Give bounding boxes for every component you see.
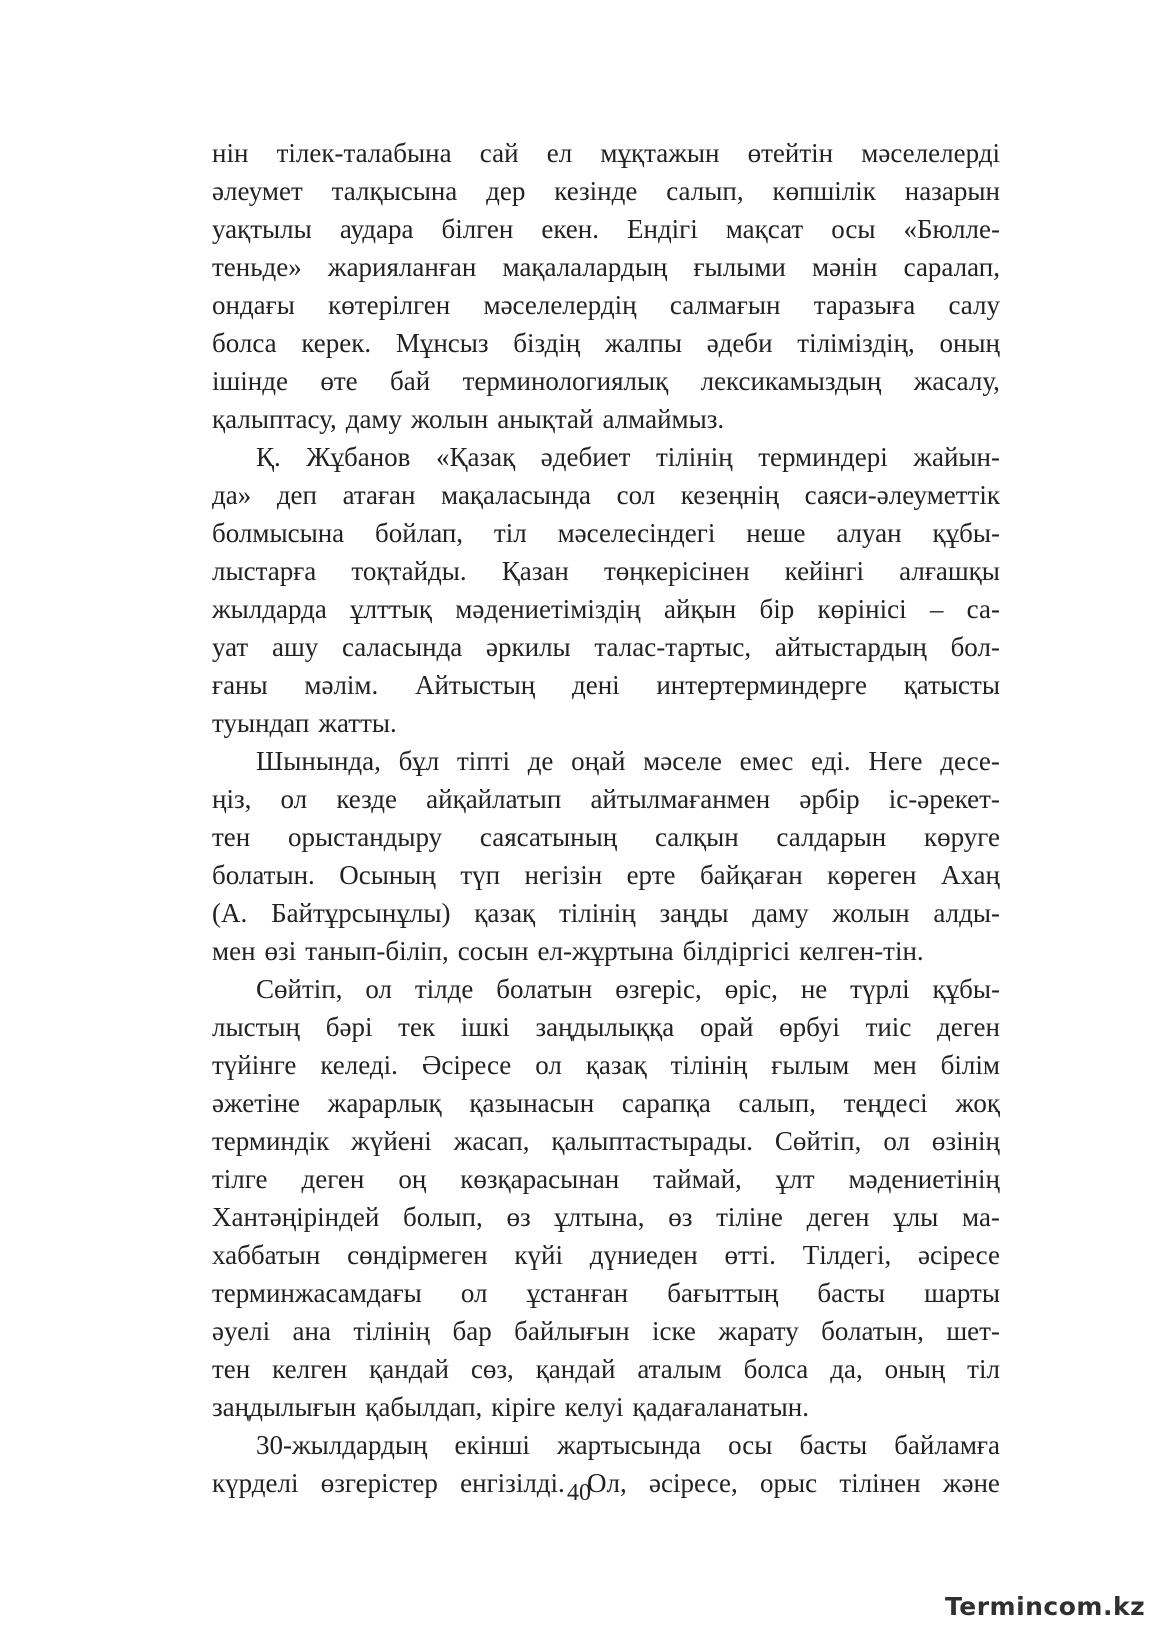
word: болмысына xyxy=(212,518,345,548)
word: әжетіне xyxy=(212,1088,301,1118)
word: басты xyxy=(799,1430,868,1460)
word: жүйені xyxy=(351,1126,432,1156)
text-line xyxy=(212,1350,1000,1388)
word: туындап xyxy=(212,708,310,738)
word: тек xyxy=(398,1012,436,1042)
word: ма- xyxy=(962,1202,1000,1232)
text-line xyxy=(212,818,1000,856)
word: бойлап, xyxy=(375,518,464,548)
word: келеді. xyxy=(320,1050,398,1080)
word: да, xyxy=(830,1354,863,1384)
word: көтерілген xyxy=(328,290,451,320)
termincom-logo xyxy=(945,1587,1145,1627)
word: Неге xyxy=(868,746,923,776)
word: орыс xyxy=(760,1468,818,1498)
word: мәселе xyxy=(643,746,722,776)
word: Ол, xyxy=(587,1468,627,1498)
word: терминжасамдағы xyxy=(212,1278,422,1308)
word: мәселесіндегі xyxy=(557,518,716,548)
word: салдарын xyxy=(776,822,887,852)
word: бол- xyxy=(950,632,1000,662)
word: Қазан xyxy=(501,556,569,586)
word: әсіресе, xyxy=(649,1468,738,1498)
word: жартысында xyxy=(556,1430,701,1460)
word: дер xyxy=(486,176,526,206)
word: сосын xyxy=(457,936,529,966)
word: түп xyxy=(460,860,501,890)
word: кезде xyxy=(336,784,397,814)
word: сол xyxy=(616,480,656,510)
text-line xyxy=(212,552,1000,590)
word: уат xyxy=(212,632,249,662)
word: аталым xyxy=(637,1354,722,1384)
word: жолын xyxy=(411,404,489,434)
word: ол xyxy=(883,1126,910,1156)
word: мәселелердің xyxy=(483,290,637,320)
word: десе- xyxy=(940,746,1000,776)
word: тоқтайды. xyxy=(351,556,467,586)
text-line xyxy=(212,134,1000,172)
word: бай xyxy=(390,366,431,396)
text-line xyxy=(212,1008,1000,1046)
word: мен xyxy=(212,936,256,966)
word: екінші xyxy=(454,1430,530,1460)
word: тіпті xyxy=(456,746,511,776)
word: керек. xyxy=(301,328,372,358)
word: күйі xyxy=(514,1240,563,1270)
text-line xyxy=(212,210,1000,248)
word: тілінің xyxy=(353,1316,431,1346)
word: келген xyxy=(272,1354,348,1384)
word: Байтұрсынұлы) xyxy=(271,898,451,928)
word: оңай xyxy=(571,746,626,776)
word: қазақ xyxy=(474,898,536,928)
word: тілде xyxy=(414,974,474,1004)
word: қандай xyxy=(369,1354,449,1384)
word: деген xyxy=(806,1202,870,1232)
word: кезінде xyxy=(554,176,638,206)
word: жылдарда xyxy=(212,594,327,624)
word: тіліміздің, xyxy=(797,328,915,358)
text-line xyxy=(212,286,1000,324)
word: тіліне xyxy=(716,1202,783,1232)
word: ұлы xyxy=(893,1202,939,1232)
text-line xyxy=(212,1122,1000,1160)
word: да» xyxy=(212,480,252,510)
word: түрлі xyxy=(850,974,910,1004)
word: Ахаң xyxy=(940,860,1000,890)
word: «Қазақ xyxy=(435,442,516,472)
word: жайын- xyxy=(913,442,1000,472)
word: даму xyxy=(752,898,809,928)
word: ңіз, xyxy=(212,784,252,814)
word: тілінің xyxy=(670,1050,748,1080)
word: қатысты xyxy=(903,670,1000,700)
word: болатын xyxy=(496,974,593,1004)
word: білім xyxy=(940,1050,1000,1080)
word: өз xyxy=(506,1202,531,1232)
word: жасап, xyxy=(453,1126,530,1156)
word: бір xyxy=(759,594,795,624)
word: тілге xyxy=(212,1164,268,1194)
text-line xyxy=(212,628,1000,666)
word: айтыстардың xyxy=(774,632,927,662)
word: сөз, xyxy=(470,1354,514,1384)
word: терминологиялық xyxy=(462,366,669,396)
text-line xyxy=(212,780,1000,818)
word: Тілдегі, xyxy=(802,1240,892,1270)
word: қабылдап, xyxy=(365,1392,483,1422)
word: орай xyxy=(699,1012,754,1042)
word: болып, xyxy=(403,1202,483,1232)
word: әлеумет xyxy=(212,176,303,206)
word: Әсіресе xyxy=(421,1050,512,1080)
word: кезеңнің xyxy=(680,480,780,510)
word: саясатының xyxy=(479,822,618,852)
word: болса xyxy=(743,1354,809,1384)
word: әуелі xyxy=(212,1316,271,1346)
word: білген xyxy=(441,214,514,244)
text-line xyxy=(212,1198,1000,1236)
word: жолын xyxy=(832,898,910,928)
word: іс-әрекет- xyxy=(888,784,1000,814)
word: өзгеріс, xyxy=(615,974,702,1004)
word: көруге xyxy=(923,822,1000,852)
word: іске xyxy=(652,1316,696,1346)
word: айқайлатып xyxy=(426,784,562,814)
word: қандай xyxy=(535,1354,616,1384)
word: мәлім. xyxy=(304,670,379,700)
word: мақсат xyxy=(725,214,804,244)
word: болатын. xyxy=(212,860,315,890)
word: деген xyxy=(937,1012,1000,1042)
word: оның xyxy=(884,1354,946,1384)
word: көреген xyxy=(827,860,917,890)
word: жарарлық xyxy=(327,1088,442,1118)
word: әдебиет xyxy=(540,442,631,472)
text-line xyxy=(212,1046,1000,1084)
text-line xyxy=(212,970,1000,1008)
text-line xyxy=(212,172,1000,210)
word: өтейтін xyxy=(747,138,834,168)
word: – xyxy=(929,594,944,624)
word: алғашқы xyxy=(899,556,1000,586)
word: нін xyxy=(212,138,249,168)
word: біздің xyxy=(513,328,581,358)
word: енгізілді. xyxy=(460,1468,565,1498)
word: ашу xyxy=(271,632,319,662)
word: мәселелерді xyxy=(861,138,1000,168)
word: ішінде xyxy=(212,366,288,396)
page-number: 40 xyxy=(567,1480,591,1506)
word: мақаласында xyxy=(441,480,592,510)
word: әсіресе xyxy=(918,1240,1000,1270)
word: танып-біліп, xyxy=(305,936,449,966)
word: сөндірмеген xyxy=(347,1240,488,1270)
word: заңдылығын xyxy=(212,1392,357,1422)
word: келген-тін. xyxy=(799,936,924,966)
word: терминдері xyxy=(758,442,888,472)
word: құбы- xyxy=(932,518,1000,548)
word: еді. xyxy=(811,746,851,776)
word: Сөйтіп, xyxy=(256,974,343,1004)
text-line xyxy=(212,894,1000,932)
word: талас-тартыс, xyxy=(594,632,752,662)
word: ерте xyxy=(626,860,676,890)
word: оның xyxy=(939,328,1000,358)
word: салу xyxy=(948,290,1000,320)
word: тиіс xyxy=(865,1012,912,1042)
word: көрінісі xyxy=(817,594,907,624)
word: дүниеден xyxy=(589,1240,698,1270)
word: интертерминдерге xyxy=(656,670,867,700)
word: байлығын xyxy=(514,1316,630,1346)
word: даму xyxy=(345,404,403,434)
word: ол xyxy=(365,974,392,1004)
word: емес xyxy=(739,746,794,776)
text-line xyxy=(212,704,1000,742)
word: салмағын xyxy=(669,290,781,320)
word: жалпы xyxy=(605,328,682,358)
word: Қ. xyxy=(256,442,281,472)
text-line xyxy=(212,476,1000,514)
word: байқаған xyxy=(699,860,803,890)
word: ұлттық xyxy=(350,594,432,624)
word: дені xyxy=(571,670,620,700)
word: сай xyxy=(479,138,519,168)
text-line xyxy=(212,400,1000,438)
word: заңды xyxy=(659,898,729,928)
text-line xyxy=(212,590,1000,628)
word: таразыға xyxy=(813,290,916,320)
word: салып, xyxy=(738,1088,816,1118)
word: лексикамыздың xyxy=(700,366,882,396)
word: Мұнсыз xyxy=(395,328,489,358)
word: мақалалардың xyxy=(502,252,668,282)
text-line xyxy=(212,324,1000,362)
word: саралап, xyxy=(903,252,1000,282)
word: теньде» xyxy=(212,252,302,282)
word: жатты. xyxy=(318,708,397,738)
word: мәдениетіміздің xyxy=(455,594,641,624)
word: тілінен xyxy=(839,1468,921,1498)
word: қалыптасу, xyxy=(212,404,337,434)
word: алуан xyxy=(836,518,902,548)
word: шарты xyxy=(924,1278,1000,1308)
word: (А. xyxy=(212,898,248,928)
word: өз xyxy=(668,1202,693,1232)
word: заңдылыққа xyxy=(535,1012,675,1042)
word: тен xyxy=(212,822,251,852)
word: осы xyxy=(831,214,876,244)
word: тілінің xyxy=(558,898,636,928)
word: қалыптастырады. xyxy=(551,1126,753,1156)
word: ұлтына, xyxy=(554,1202,645,1232)
word: са- xyxy=(966,594,1000,624)
word: терминдік xyxy=(212,1126,330,1156)
word: алмаймыз. xyxy=(602,404,725,434)
word: Ендігі xyxy=(627,214,698,244)
word: ол xyxy=(535,1050,562,1080)
word: орыстандыру xyxy=(287,822,443,852)
text-line xyxy=(212,932,1000,970)
text-line xyxy=(212,514,1000,552)
word: талқысына xyxy=(331,176,458,206)
word: аудара xyxy=(339,214,414,244)
word: мәдениетінің xyxy=(848,1164,1000,1194)
word: Жұбанов xyxy=(306,442,411,472)
word: ғылым xyxy=(771,1050,850,1080)
word: өріс, xyxy=(724,974,778,1004)
word: анықтай xyxy=(497,404,594,434)
word: жарияланған xyxy=(327,252,477,282)
word: түйінге xyxy=(212,1050,297,1080)
word: төңкерісінен xyxy=(603,556,750,586)
text-line xyxy=(212,1388,1000,1426)
word: өзгерістер xyxy=(320,1468,438,1498)
word: Шынында, xyxy=(256,746,381,776)
word: хаббатын xyxy=(212,1240,321,1270)
word: Хантәңіріндей xyxy=(212,1202,380,1232)
word: өтті. xyxy=(724,1240,776,1270)
word: екен. xyxy=(541,214,599,244)
word: не xyxy=(800,974,828,1004)
word: көзқарасынан xyxy=(460,1164,620,1194)
word: теңдесі xyxy=(843,1088,928,1118)
word: ондағы xyxy=(212,290,295,320)
word: 30-жылдардың xyxy=(256,1430,428,1460)
word: өте xyxy=(320,366,358,396)
text-line xyxy=(212,1236,1000,1274)
word: мұқтажын xyxy=(600,138,720,168)
word: тілек-талабына xyxy=(276,138,452,168)
word: ол xyxy=(280,784,308,814)
text-line xyxy=(212,248,1000,286)
word: шет- xyxy=(946,1316,1000,1346)
text-line xyxy=(212,1274,1000,1312)
word: қадағаланатын. xyxy=(632,1392,809,1422)
word: бар xyxy=(452,1316,492,1346)
word: назарын xyxy=(904,176,1000,206)
word: жоқ xyxy=(955,1088,1000,1118)
word: әркилы xyxy=(486,632,571,662)
word: ұстанған xyxy=(526,1278,629,1308)
logo-text: Termincom.kz xyxy=(945,1592,1146,1621)
word: ұлт xyxy=(775,1164,815,1194)
word: неше xyxy=(746,518,806,548)
body-text xyxy=(212,134,1000,1502)
word: айқын xyxy=(664,594,737,624)
word: қазақ xyxy=(585,1050,647,1080)
word: ана xyxy=(292,1316,331,1346)
word: Айтыстың xyxy=(414,670,536,700)
word: негізін xyxy=(524,860,603,890)
word: құбы- xyxy=(932,974,1000,1004)
word: салып, xyxy=(666,176,744,206)
word: кейінгі xyxy=(784,556,865,586)
word: ел xyxy=(546,138,573,168)
word: өзінің xyxy=(931,1126,1000,1156)
word: лыстың xyxy=(212,1012,300,1042)
word: тен xyxy=(212,1354,251,1384)
word: кіріге xyxy=(491,1392,556,1422)
word: «Бюлле- xyxy=(903,214,1000,244)
word: өрбуі xyxy=(779,1012,840,1042)
word: ішкі xyxy=(460,1012,510,1042)
text-line xyxy=(212,742,1000,780)
word: таймай, xyxy=(653,1164,742,1194)
word: бұл xyxy=(398,746,440,776)
word: әрбір xyxy=(799,784,860,814)
word: саяси-әлеуметтік xyxy=(804,480,1000,510)
word: айтылмағанмен xyxy=(590,784,771,814)
word: мен xyxy=(873,1050,917,1080)
word: алды- xyxy=(933,898,1000,928)
word: лыстарға xyxy=(212,556,317,586)
word: Осының xyxy=(339,860,436,890)
word: қазынасын xyxy=(469,1088,595,1118)
text-line xyxy=(212,362,1000,400)
word: болатын, xyxy=(821,1316,924,1346)
word: ол xyxy=(460,1278,488,1308)
word: бәрі xyxy=(325,1012,373,1042)
word: бағыттың xyxy=(667,1278,779,1308)
word: күрделі xyxy=(212,1468,299,1498)
text-line xyxy=(212,1426,1000,1464)
word: әдеби xyxy=(706,328,773,358)
text-line xyxy=(212,438,1000,476)
word: деген xyxy=(301,1164,365,1194)
text-line xyxy=(212,666,1000,704)
word: болса xyxy=(212,328,277,358)
word: сарапқа xyxy=(621,1088,711,1118)
word: тіл xyxy=(493,518,527,548)
word: атаған xyxy=(342,480,416,510)
word: өзі xyxy=(264,936,297,966)
word: ел-жұртына xyxy=(537,936,674,966)
word: салқын xyxy=(654,822,739,852)
word: көпшілік xyxy=(772,176,876,206)
word: ғаны xyxy=(212,670,268,700)
word: ғылыми xyxy=(693,252,786,282)
word: тіл xyxy=(967,1354,1000,1384)
word: Сөйтіп, xyxy=(774,1126,862,1156)
word: және xyxy=(942,1468,1000,1498)
text-line xyxy=(212,1084,1000,1122)
word: де xyxy=(527,746,554,776)
word: байламға xyxy=(894,1430,1000,1460)
word: келуі xyxy=(564,1392,624,1422)
word: жарату xyxy=(718,1316,799,1346)
text-line xyxy=(212,1160,1000,1198)
word: саласында xyxy=(341,632,463,662)
word: уақтылы xyxy=(212,214,312,244)
word: білдіргісі xyxy=(682,936,791,966)
word: деп xyxy=(276,480,317,510)
word: оң xyxy=(398,1164,427,1194)
word: басты xyxy=(817,1278,886,1308)
word: жасалу, xyxy=(913,366,1000,396)
text-line xyxy=(212,856,1000,894)
text-line xyxy=(212,1312,1000,1350)
word: мәнін xyxy=(812,252,878,282)
word: осы xyxy=(728,1430,773,1460)
word: тілінің xyxy=(655,442,733,472)
